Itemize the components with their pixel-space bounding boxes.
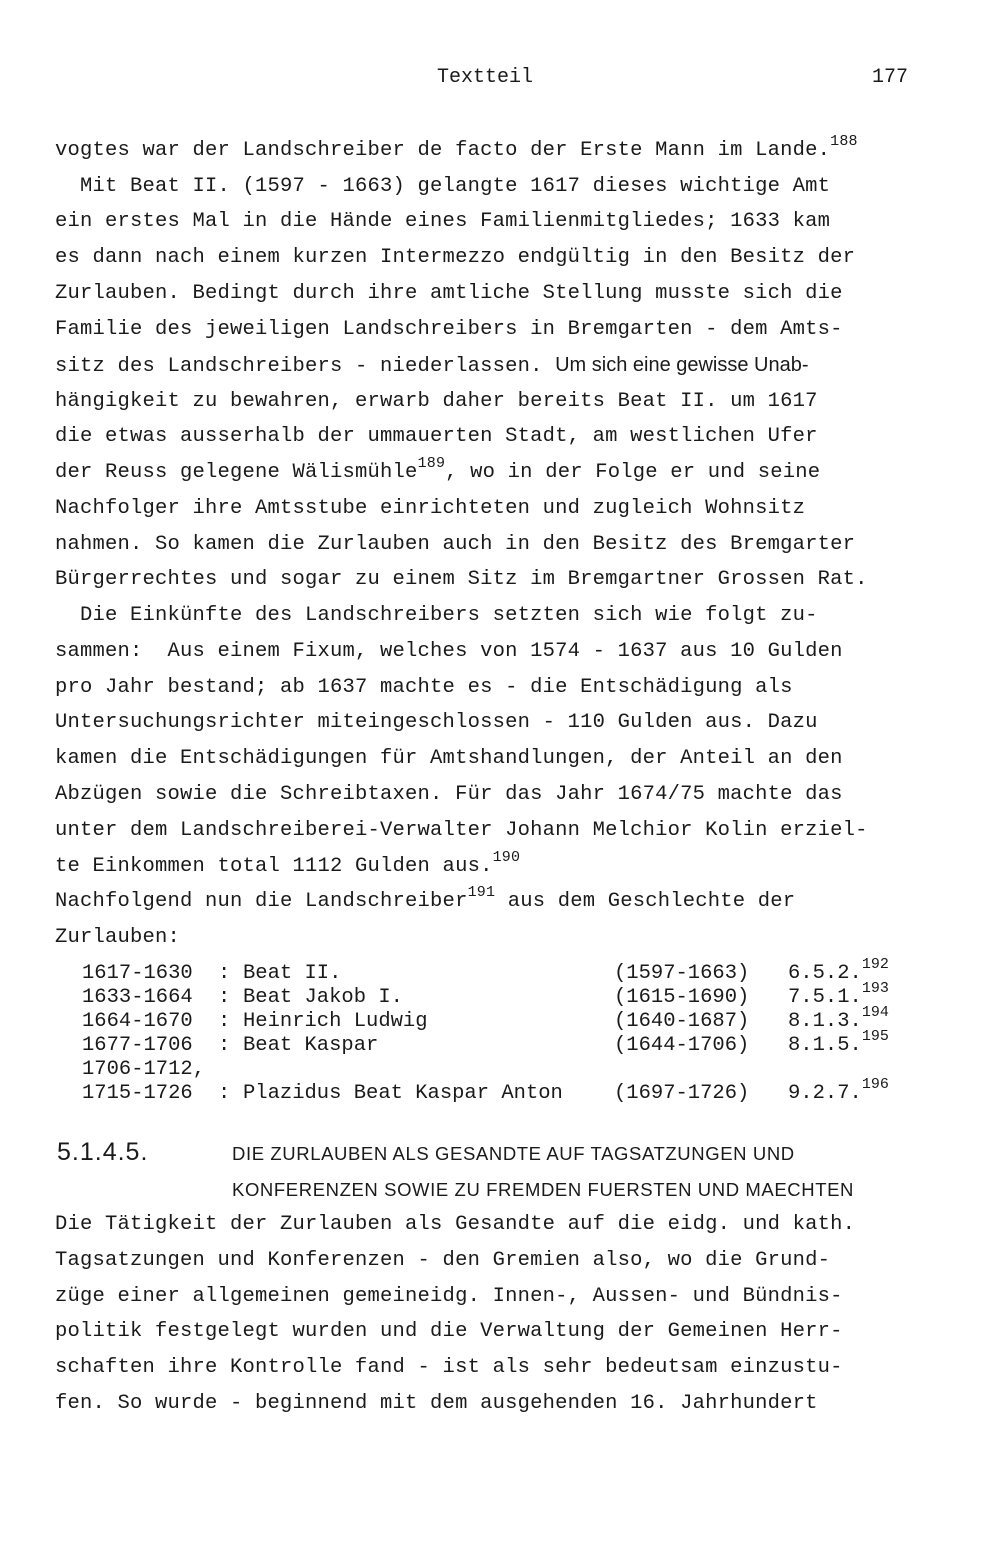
text-line: Zurlauben: <box>55 926 181 949</box>
footnote-ref: 192 <box>861 956 889 973</box>
text-line: Die Tätigkeit der Zurlauben als Gesandte auf die eidg. und kath. <box>55 1213 856 1236</box>
footnote-ref: 194 <box>861 1004 889 1021</box>
footnote-ref: 195 <box>861 1028 889 1045</box>
footnote-ref: 191 <box>467 884 496 901</box>
running-header-title: Textteil <box>437 66 534 89</box>
text-line: Familie des jeweiligen Landschreibers in Bremgarten - dem Amts- <box>55 318 843 341</box>
footnote-ref: 188 <box>830 133 858 150</box>
text-line: unter dem Landschreiberei-Verwalter Johann Melchior Kolin erziel- <box>55 819 868 842</box>
text-line: Bürgerrechtes und sogar zu einem Sitz im Bremgartner Grossen Rat. <box>55 568 868 591</box>
text-line: Nachfolger ihre Amtsstube einrichteten und zugleich Wohnsitz <box>55 497 806 520</box>
text-line: schaften ihre Kontrolle fand - ist als sehr bedeutsam einzustu- <box>55 1356 843 1379</box>
text-line: die etwas ausserhalb der ummauerten Stadt, am westlichen Ufer <box>55 425 818 448</box>
text-line: Untersuchungsrichter miteingeschlossen - 110 Gulden aus. Dazu <box>55 711 818 734</box>
text-line: kamen die Entschädigungen für Amtshandlungen, der Anteil an den <box>55 747 843 770</box>
text-line: Abzügen sowie die Schreibtaxen. Für das Jahr 1674/75 machte das <box>55 783 843 806</box>
footnote-ref: 190 <box>492 849 521 866</box>
text-line: sammen: Aus einem Fixum, welches von 1574 - 1637 aus 10 Gulden <box>55 640 843 663</box>
text-line: politik festgelegt wurden und die Verwaltung der Gemeinen Herr- <box>55 1320 843 1343</box>
text-line: Tagsatzungen und Konferenzen - den Gremien also, wo die Grund- <box>55 1249 831 1272</box>
text-line: Zurlauben. Bedingt durch ihre amtliche Stellung musste sich die <box>55 282 843 305</box>
text-line: hängigkeit zu bewahren, erwarb daher bereits Beat II. um 1617 <box>55 390 818 413</box>
text-line: ein erstes Mal in die Hände eines Familienmitgliedes; 1633 kam <box>55 210 831 233</box>
text-line: te Einkommen total 1112 Gulden aus.$^{190}$ <box>55 849 521 878</box>
document-page: Textteil 177 vogtes war der Landschreiber de facto der Erste Mann im Lande.$^{188}$ Mit Beat II. (1597 - 1663) gelangte 1617 dieses wichtige Amt ein erstes Mal in die Hände eines Familienmitgliedes; 1633 kam es dann nach einem kurzen Intermezzo endgültig in den Besitz der Zurlauben. Bedingt durch ihre amtliche Stellung musste sich die Familie des jeweiligen Landschreibers in Bremgarten - dem Amts- sitz des Landschreibers - niederlassen. Um sich eine gewisse Unab- hängigkeit zu bewahren, erwarb daher bereits Beat II. um 1617 die etwas ausserhalb der ummauerten Stadt, am westlichen Ufer der Reuss gelegene Wälismühle$^{189}$, wo in der Folge er und seine Nachfolger ihre Amtsstube einrichteten und zugleich Wohnsitz nahmen. So kamen die Zurlauben auch in den Besitz des Bremgarter Bürgerrechtes und sogar zu einem Sitz im Bremgartner Grossen Rat. Die Einkünfte des Landschreibers setzten sich wie folgt zu- sammen: Aus einem Fixum, welches von 1574 - 1637 aus 10 Gulden pro Jahr bestand; ab 1637 machte es - die Entschädigung als Untersuchungsrichter miteingeschlossen - 110 Gulden aus. Dazu kamen die Entschädigungen für Amtshandlungen, der Anteil an den Abzügen sowie die Schreibtaxen. Für das Jahr 1674/75 machte das unter dem Landschreiberei-Verwalter Johann Melchior Kolin erziel- te Einkommen total 1112 Gulden aus.$^{190}$ Nachfolgend nun die Landschreiber$^{191}$ aus dem Geschlechte der Zurlauben: 1617-1630 : Beat II. (1597-1663) 6.5.2.$^{192}$ 1633-1664 : Beat Jakob I. (1615-1690) 7.5.1.$^{193}$ 1664-1670 : Heinrich Ludwig (1640-1687) 8.1.3.$^{194}$ 1677-1706 : Beat Kaspar (1644-1706) 8.1.5.$^{195}$ 1706-1712, 1715-1726 : Plazidus Beat Kaspar Anton (1697-1726) 9.2.7.$^{196}$ 5.1.4.5. DIE ZURLAUBEN ALS GESANDTE AUF TAGSATZUNGEN UND KONFERENZEN SOWIE ZU FREMDEN FUERSTEN UND MAECHTEN Die Tätigkeit der Zurlauben als Gesandte auf die eidg. und kath. Tagsatzungen und Konferenzen - den Gremien also, wo die Grund- züge einer allgemeinen gemeineidg. Innen-, Aussen- und Bündnis- politik festgelegt wurden und die Verwaltung der Gemeinen Herr- schaften ihre Kontrolle fand - ist als sehr bedeutsam einzustu- fen. So wurde - beginnend mit dem ausgehenden 16. Jahrhundert <box>55 66 909 1415</box>
section-heading-line: KONFERENZEN SOWIE ZU FREMDEN FUERSTEN UND MAECHTEN <box>232 1179 855 1200</box>
text-line: der Reuss gelegene Wälismühle$^{189}$, wo in der Folge er und seine <box>55 455 821 484</box>
text-line: sitz des Landschreibers - niederlassen. Um sich eine gewisse Unab- <box>55 354 809 378</box>
footnote-ref: 193 <box>861 980 889 997</box>
footnote-ref: 189 <box>417 455 446 472</box>
section-heading-line: DIE ZURLAUBEN ALS GESANDTE AUF TAGSATZUNGEN UND <box>232 1143 795 1164</box>
text-line: fen. So wurde - beginnend mit dem ausgehenden 16. Jahrhundert <box>55 1392 818 1415</box>
text-line: vogtes war der Landschreiber de facto der Erste Mann im Lande.$^{188}$ <box>55 133 858 162</box>
text-line: Mit Beat II. (1597 - 1663) gelangte 1617 dieses wichtige Amt <box>55 175 831 198</box>
text-line: Nachfolgend nun die Landschreiber$^{191}$ aus dem Geschlechte der <box>55 884 796 913</box>
text-line: nahmen. So kamen die Zurlauben auch in den Besitz des Bremgarter <box>55 533 856 556</box>
text-line: es dann nach einem kurzen Intermezzo endgültig in den Besitz der <box>55 246 856 269</box>
text-line: züge einer allgemeinen gemeineidg. Innen-, Aussen- und Bündnis- <box>55 1285 843 1308</box>
section-number: 5.1.4.5. <box>57 1138 149 1166</box>
text-line: pro Jahr bestand; ab 1637 machte es - die Entschädigung als <box>55 676 793 699</box>
text-line: Die Einkünfte des Landschreibers setzten sich wie folgt zu- <box>55 604 818 627</box>
page-number: 177 <box>872 66 909 89</box>
footnote-ref: 196 <box>861 1076 889 1093</box>
